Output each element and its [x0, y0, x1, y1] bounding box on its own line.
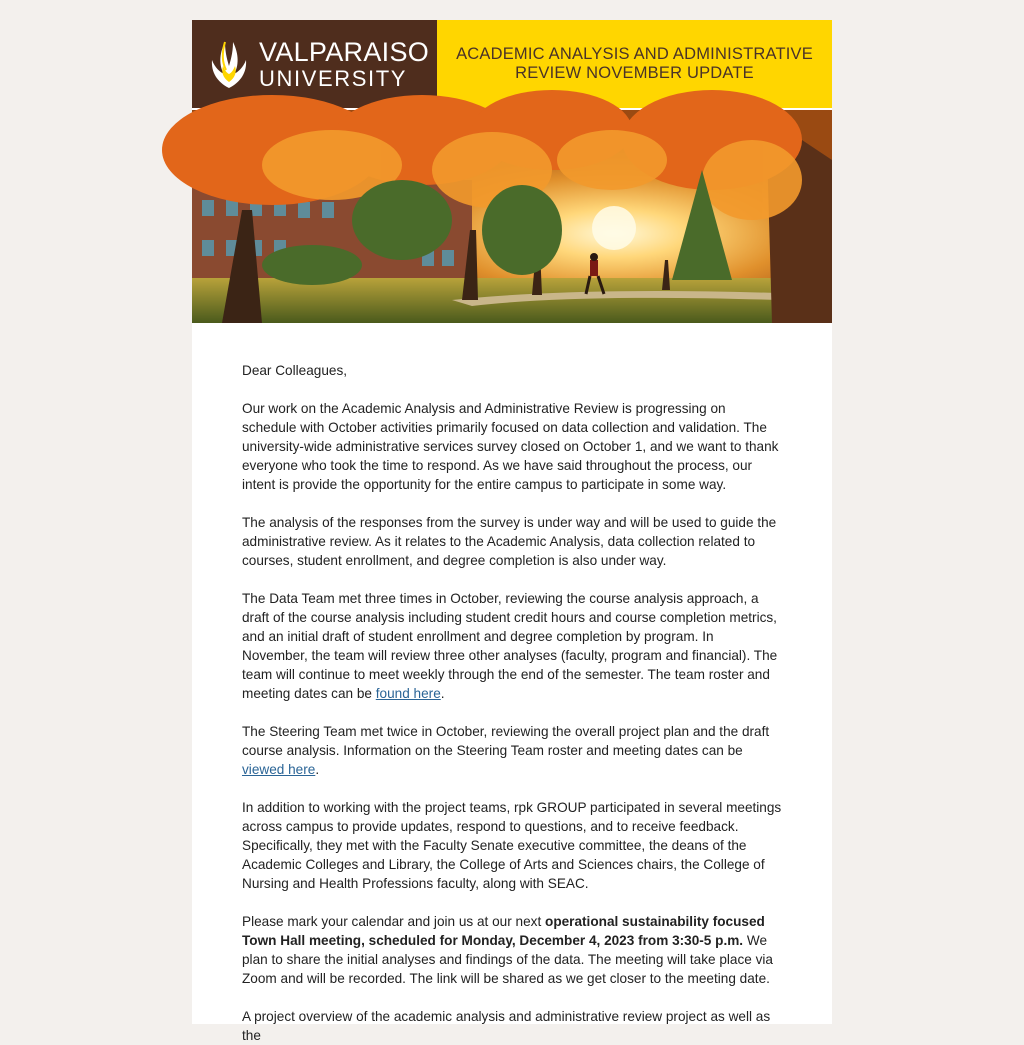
logo-line-1: VALPARAISO: [259, 36, 430, 67]
paragraph-3-end: .: [440, 686, 445, 701]
paragraph-3: [242, 589, 782, 703]
paragraph-5: In addition to working with the project teams, rpk GROUP participated in several meetings across campus to provide updates, respond to questions, and to receive feedback. Specifically, they met with the Faculty Senate executive committee, the deans of the Academic Colleges and Library, the College of Arts and Sciences chairs, the College of Nursing and Health Professions faculty, along with SEAC.: [242, 800, 782, 891]
found-here-link[interactable]: found here: [375, 686, 441, 701]
email-body: [192, 323, 832, 1045]
greeting: Dear Colleagues,: [242, 363, 348, 378]
viewed-here-link[interactable]: viewed here: [242, 762, 316, 777]
newsletter-title: ACADEMIC ANALYSIS AND ADMINISTRATIVE REVIEW NOVEMBER UPDATE: [456, 45, 813, 82]
paragraph-6: [242, 912, 782, 988]
paragraph-4: [242, 722, 782, 779]
logo-wordmark: [259, 36, 430, 91]
header-title-box: [437, 20, 832, 108]
university-logo[interactable]: [192, 20, 437, 108]
paragraph-6-end: We plan to share the initial analyses and findings of the data. The meeting will take place via Zoom and will be recorded. The link will be shared as we get closer to the meeting date.: [242, 933, 773, 986]
paragraph-4-end: .: [315, 762, 320, 777]
paragraph-7: A project overview of the academic analysis and administrative review project as well as the: [242, 1009, 771, 1043]
paragraph-2: The analysis of the responses from the survey is under way and will be used to guide the administrative review. As it relates to the Academic Analysis, data collection related to courses, student enrollment, and degree completion is also under way.: [242, 515, 777, 568]
torch-flame-icon: [209, 38, 249, 90]
paragraph-4-text: The Steering Team met twice in October, reviewing the overall project plan and the draft course analysis. Information on the Steering Team roster and meeting dates can be: [242, 724, 770, 758]
paragraph-3-text: The Data Team met three times in October, reviewing the course analysis approach, a draft of the course analysis including student credit hours and course completion metrics, and an initial draft of student enrollment and degree completion by program. In November, the team will review three other analyses (faculty, program and financial). The team will continue to meet weekly through the end of the semester. The team roster and meeting dates can be: [242, 591, 778, 701]
town-hall-details: operational sustainability focused Town Hall meeting, scheduled for Monday, December 4, 2023 from 3:30-5 p.m.: [242, 914, 765, 948]
paragraph-6-start: Please mark your calendar and join us at our next: [242, 914, 546, 929]
email-container: [192, 20, 832, 1043]
paragraph-1: Our work on the Academic Analysis and Administrative Review is progressing on schedule with October activities primarily focused on data collection and validation. The university-wide administrative services survey closed on October 1, and we want to thank everyone who took the time to respond. As we have said throughout the process, our intent is provide the opportunity for the entire campus to participate in some way.: [242, 401, 779, 492]
logo-line-2: UNIVERSITY: [259, 65, 408, 91]
autumn-campus-photo: [192, 110, 832, 323]
